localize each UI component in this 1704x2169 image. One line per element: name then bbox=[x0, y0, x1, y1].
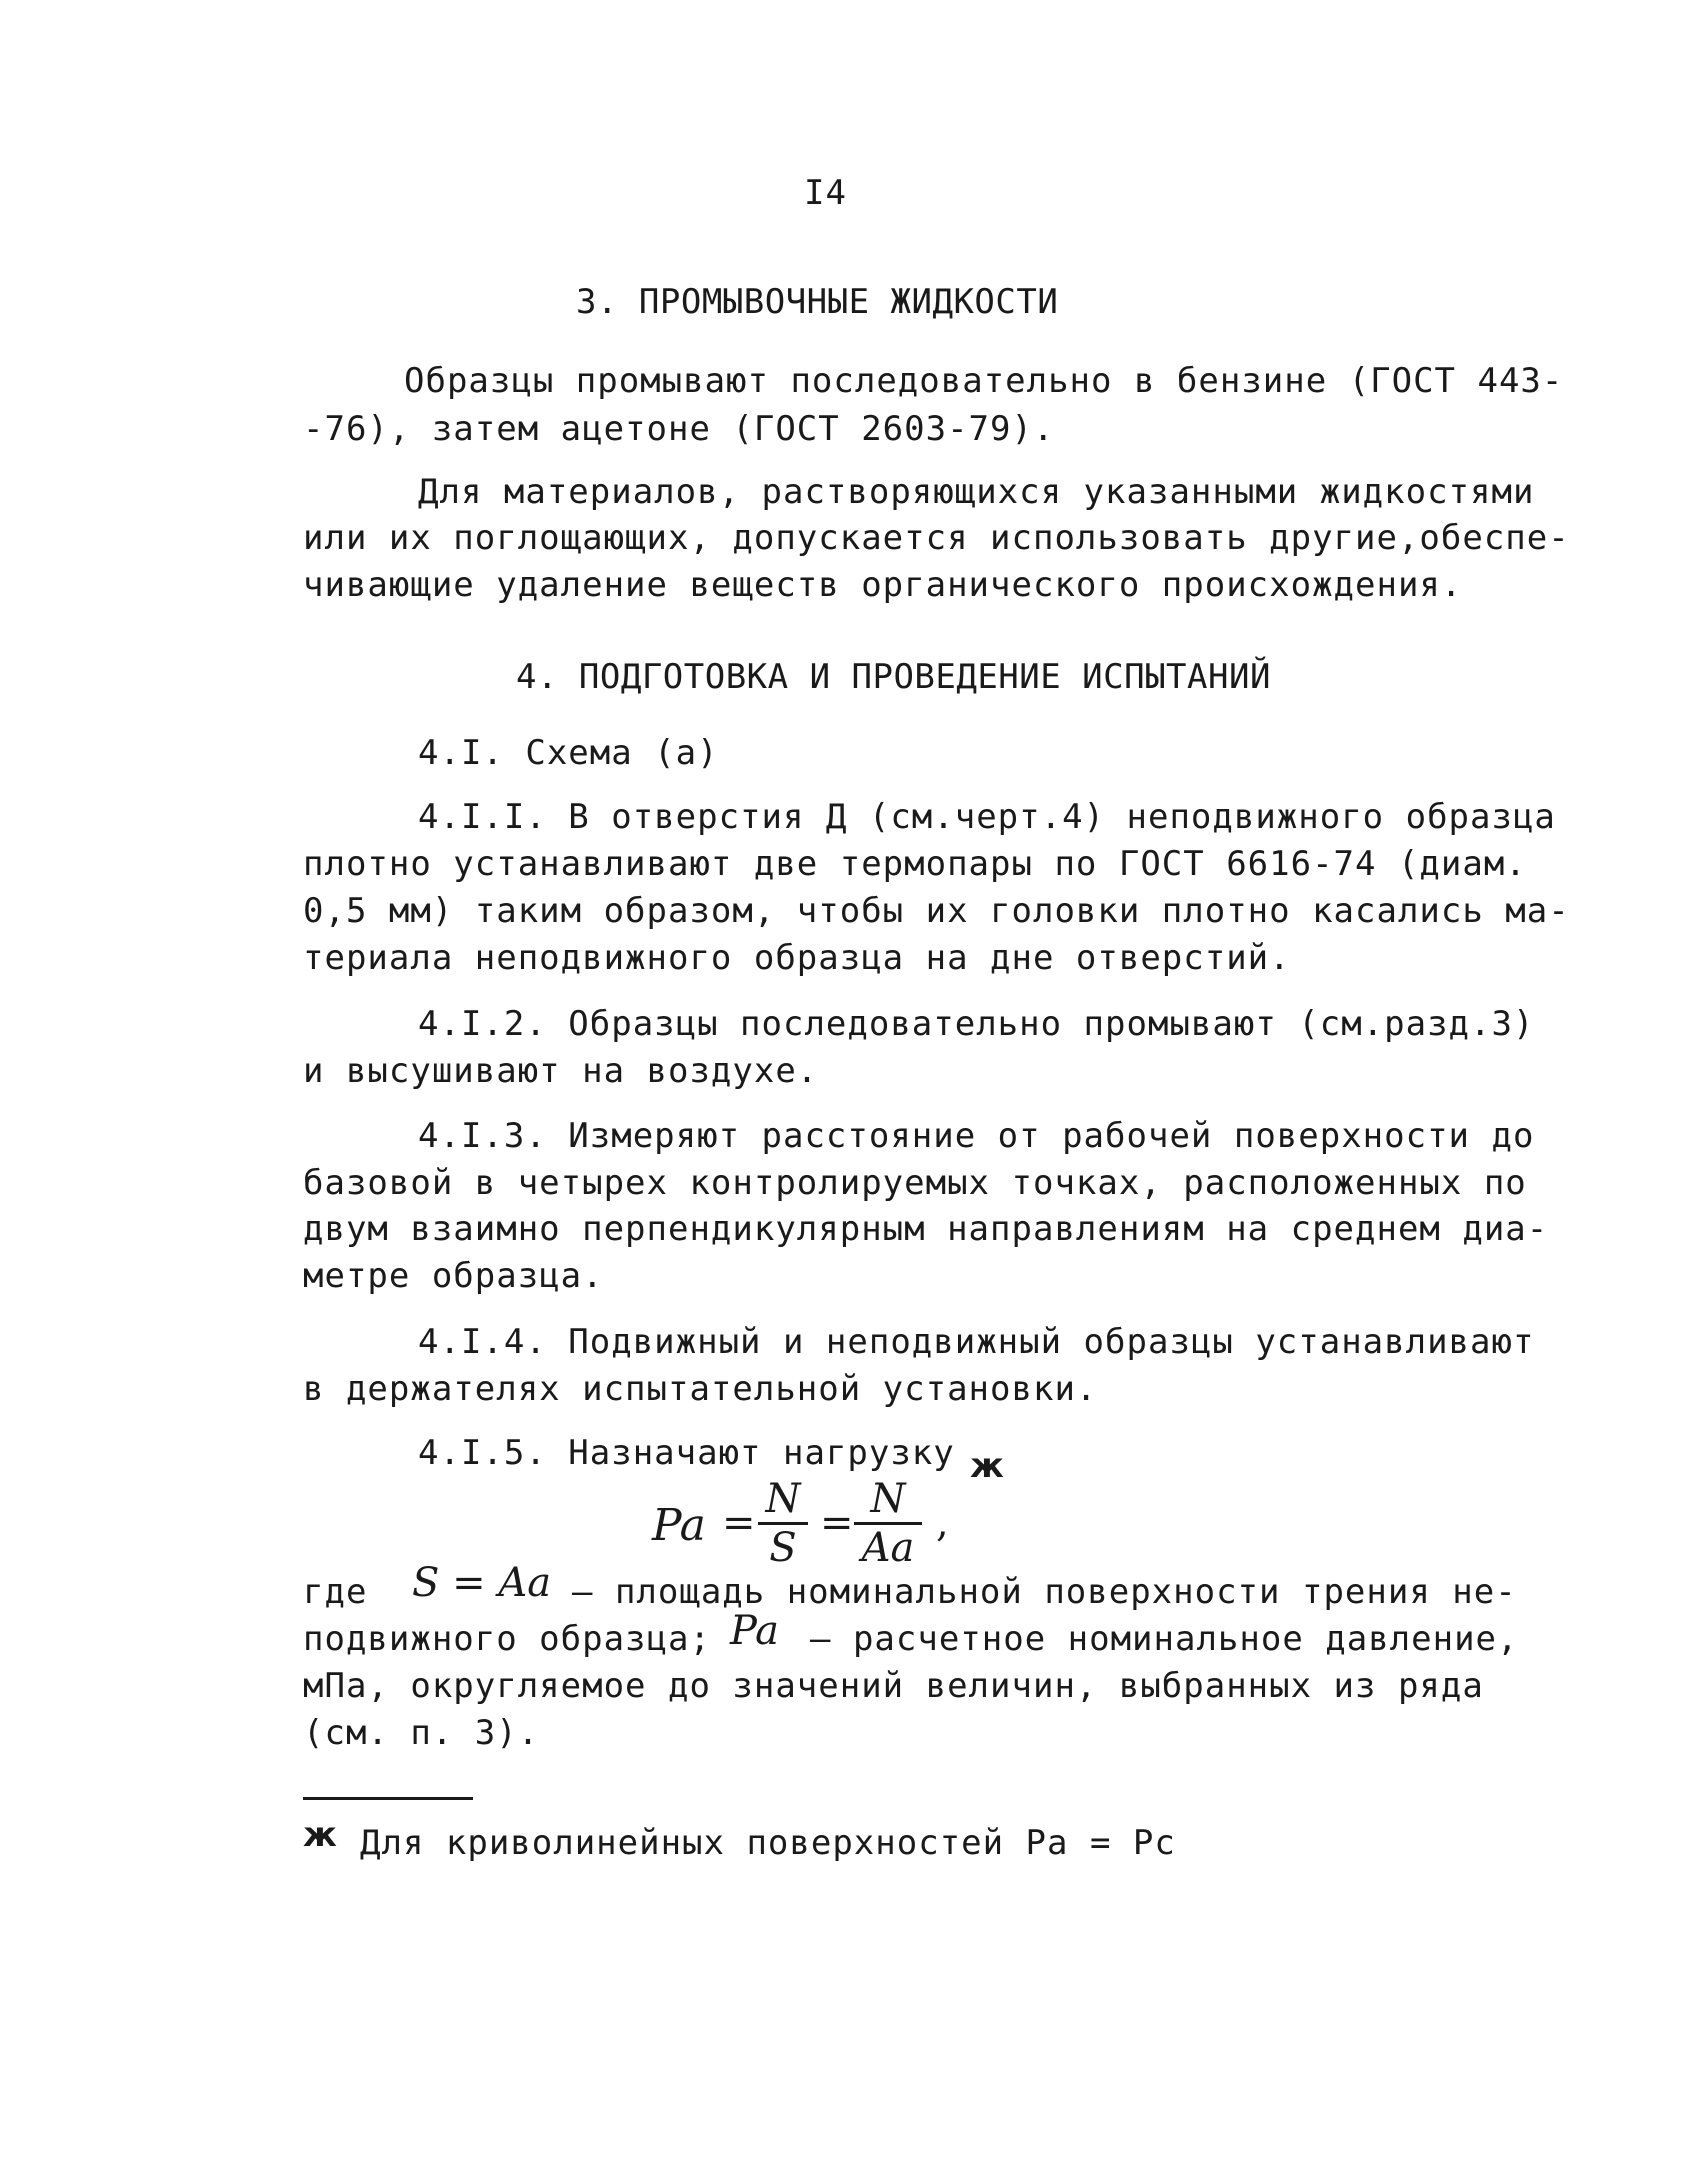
where-formula: S = Aa bbox=[412, 1560, 552, 1606]
formula-fraction-2 bbox=[854, 1478, 922, 1569]
formula-lhs: Pa bbox=[652, 1500, 706, 1551]
paragraph-line: – расчетное номинальное давление, bbox=[810, 1619, 1519, 1659]
formula-equals: = bbox=[722, 1500, 756, 1546]
paragraph-line: Образцы промывают последовательно в бензине (ГОСТ 443- bbox=[404, 361, 1564, 401]
formula-equals: = bbox=[820, 1500, 854, 1546]
paragraph-line: в держателях испытательной установки. bbox=[303, 1369, 1098, 1409]
paragraph-line: 4.I.3. Измеряют расстояние от рабочей поверхности до bbox=[418, 1116, 1535, 1156]
paragraph-line: 4.I.2. Образцы последовательно промывают (см.разд.3) bbox=[418, 1004, 1535, 1044]
paragraph-line: плотно устанавливают две термопары по ГОСТ 6616-74 (диам. bbox=[303, 844, 1527, 884]
where-word: где bbox=[303, 1572, 368, 1612]
paragraph-line: -76), затем ацетоне (ГОСТ 2603-79). bbox=[303, 409, 1055, 449]
where-symbol: Pa bbox=[730, 1608, 779, 1654]
subsection-heading: 4.I. Схема (а) bbox=[418, 733, 719, 773]
page-number: I4 bbox=[804, 173, 847, 213]
footnote-text: Для криволинейных поверхностей Ра = Рс bbox=[360, 1823, 1176, 1863]
formula-comma: , bbox=[936, 1500, 949, 1546]
paragraph-line: 4.I.I. В отверстия Д (см.черт.4) неподвижного образца bbox=[418, 797, 1556, 837]
fraction-numerator: N bbox=[765, 1476, 801, 1522]
paragraph-line: (см. п. 3). bbox=[303, 1713, 540, 1753]
paragraph-line: двум взаимно перпендикулярным направлениям на среднем диа- bbox=[303, 1209, 1549, 1249]
fraction-denominator: S bbox=[769, 1525, 797, 1571]
section-4-heading: 4. ПОДГОТОВКА И ПРОВЕДЕНИЕ ИСПЫТАНИЙ bbox=[516, 657, 1271, 697]
paragraph-line: 4.I.5. Назначают нагрузку bbox=[418, 1433, 955, 1473]
paragraph-line: мПа, округляемое до значений величин, выбранных из ряда bbox=[303, 1666, 1484, 1706]
paragraph-line: и высушивают на воздухе. bbox=[303, 1051, 819, 1091]
paragraph-line: – площадь номинальной поверхности трения не- bbox=[572, 1572, 1517, 1612]
fraction-numerator: N bbox=[870, 1476, 906, 1522]
paragraph-line: метре образца. bbox=[303, 1256, 604, 1296]
paragraph-line: чивающие удаление веществ органического происхождения. bbox=[303, 565, 1463, 605]
paragraph-line: 0,5 мм) таким образом, чтобы их головки плотно касались ма- bbox=[303, 891, 1570, 931]
footnote-mark: ж bbox=[970, 1446, 1004, 1486]
paragraph-line: или их поглощающих, допускается использовать другие,обеспе- bbox=[303, 518, 1570, 558]
paragraph-line: базовой в четырех контролируемых точках, расположенных по bbox=[303, 1163, 1527, 1203]
fraction-denominator: Aa bbox=[861, 1525, 915, 1571]
paragraph-line: подвижного образца; bbox=[303, 1619, 711, 1659]
formula-fraction-1 bbox=[758, 1478, 808, 1569]
paragraph-line: Для материалов, растворяющихся указанными жидкостями bbox=[418, 472, 1535, 512]
footnote-mark: ж bbox=[303, 1815, 337, 1855]
footnote-divider bbox=[303, 1797, 473, 1800]
section-3-heading: 3. ПРОМЫВОЧНЫЕ ЖИДКОСТИ bbox=[576, 282, 1059, 322]
paragraph-line: териала неподвижного образца на дне отверстий. bbox=[303, 938, 1291, 978]
paragraph-line: 4.I.4. Подвижный и неподвижный образцы устанавливают bbox=[418, 1322, 1535, 1362]
